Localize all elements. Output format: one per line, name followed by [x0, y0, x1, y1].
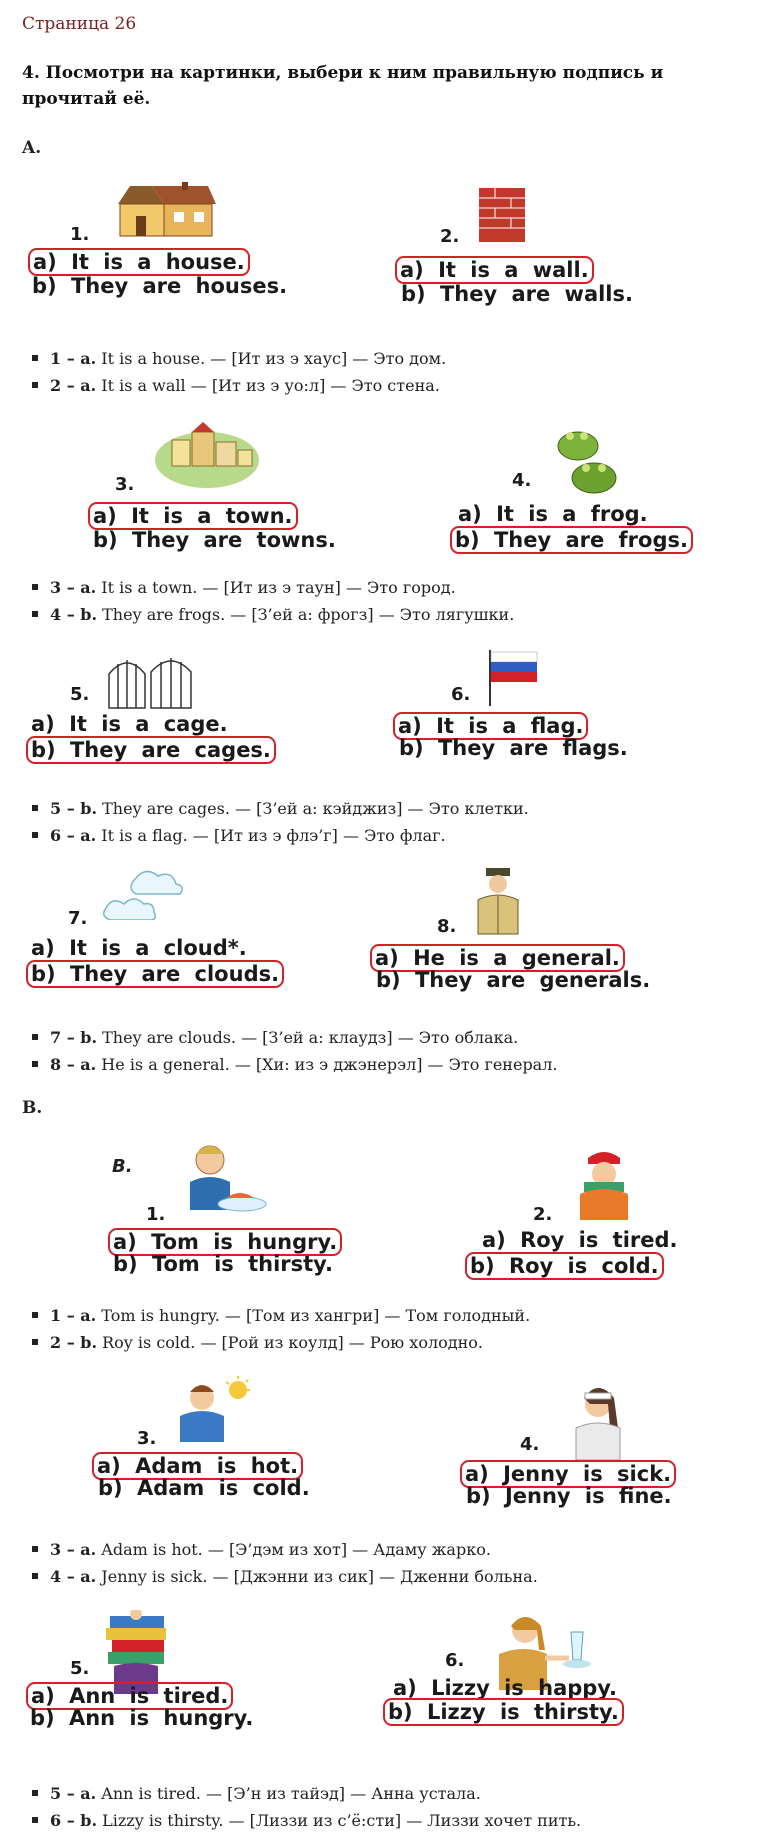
page-label: Страница 26 — [22, 14, 137, 34]
answer-item: 3 – a. Adam is hot. — [Э’дэм из хот] — Адаму жарко. — [22, 1536, 538, 1563]
exercise-a7 — [26, 906, 366, 986]
exercise-b4 — [460, 1430, 770, 1510]
option-b: b) Lizzy is thirsty. — [383, 1698, 624, 1726]
answer-item: 5 – b. They are cages. — [З’ей а: кэйджиз] — Это клетки. — [22, 795, 529, 822]
option-a: a) It is a cloud*. — [31, 936, 247, 960]
option-b: b) They are generals. — [376, 968, 651, 992]
exercise-number: 8. — [437, 916, 457, 937]
answers-b-3 — [22, 1780, 581, 1834]
option-b: b) They are clouds. — [26, 960, 284, 988]
option-b: b) Ann is hungry. — [30, 1706, 254, 1730]
exercise-a1 — [28, 220, 368, 298]
option-b: b) They are frogs. — [450, 526, 693, 554]
answer-item: 3 – a. It is a town. — [Ит из э таун] — Это город. — [22, 574, 514, 601]
answer-item: 2 – a. It is a wall — [Ит из э уо:л] — Это стена. — [22, 372, 446, 399]
exercise-b2 — [465, 1202, 765, 1282]
option-b: b) Roy is cold. — [465, 1252, 664, 1280]
option-a: a) Ann is tired. — [26, 1682, 233, 1710]
answer-item: 6 – b. Lizzy is thirsty. — [Лиззи из с’ё:сти] — Лиззи хочет пить. — [22, 1807, 581, 1834]
exercise-number: 1. — [146, 1204, 166, 1225]
option-a: a) Roy is tired. — [482, 1228, 678, 1252]
exercise-number: 5. — [70, 684, 90, 705]
answer-item: 6 – a. It is a flag. — [Ит из э флэ’г] — Это флаг. — [22, 822, 529, 849]
exercise-number: 3. — [137, 1428, 157, 1449]
exercise-number: 6. — [445, 1650, 465, 1671]
exercise-number: 2. — [440, 226, 460, 247]
answer-item: 2 – b. Roy is cold. — [Рой из коулд] — Рою холодно. — [22, 1329, 530, 1356]
option-b: b) They are houses. — [32, 274, 288, 298]
answer-item: 1 – a. Tom is hungry. — [Том из хангри] — Том голодный. — [22, 1302, 530, 1329]
answers-a-4 — [22, 1024, 557, 1078]
exercise-number: 6. — [451, 684, 471, 705]
option-a: a) It is a cage. — [31, 712, 228, 736]
exercise-a4 — [450, 466, 750, 552]
exercise-a5 — [26, 680, 366, 760]
section-b-label: B. — [22, 1098, 43, 1118]
exercise-number: 2. — [533, 1204, 553, 1225]
answer-item: 7 – b. They are clouds. — [З’ей а: клаудз] — Это облака. — [22, 1024, 557, 1051]
exercise-number: 4. — [520, 1434, 540, 1455]
answer-item: 8 – a. He is a general. — [Хи: из э джэнерэл] — Это генерал. — [22, 1051, 557, 1078]
book-section-label: B. — [112, 1156, 133, 1177]
exercise-number: 4. — [512, 470, 532, 491]
exercise-b3 — [92, 1424, 412, 1504]
exercise-number: 7. — [68, 908, 88, 929]
option-b: b) They are flags. — [399, 736, 628, 760]
option-a: a) Jenny is sick. — [460, 1460, 676, 1488]
answer-item: 4 – b. They are frogs. — [З’ей а: фрогз] — Это лягушки. — [22, 601, 514, 628]
option-a: a) It is a wall. — [395, 256, 594, 284]
exercise-b1 — [108, 1202, 428, 1282]
option-b: b) Jenny is fine. — [466, 1484, 672, 1508]
option-a: a) It is a town. — [88, 502, 298, 530]
answer-item: 1 – a. It is a house. — [Ит из э хаус] — Это дом. — [22, 345, 446, 372]
answer-item: 4 – a. Jenny is sick. — [Джэнни из сик] — Дженни больна. — [22, 1563, 538, 1590]
option-a: a) It is a house. — [28, 248, 250, 276]
answers-a-3 — [22, 795, 529, 849]
section-a-label: A. — [22, 138, 42, 158]
option-a: a) Lizzy is happy. — [393, 1676, 618, 1700]
option-a: a) He is a general. — [370, 944, 625, 972]
option-a: a) It is a frog. — [458, 502, 648, 526]
exercise-b5 — [26, 1654, 356, 1734]
task-heading: 4. Посмотри на картинки, выбери к ним правильную подпись и прочитай её. — [22, 63, 664, 109]
exercise-number: 3. — [115, 474, 135, 495]
option-b: b) They are cages. — [26, 736, 276, 764]
exercise-a3 — [88, 470, 388, 550]
answers-b-2 — [22, 1536, 538, 1590]
option-b: b) They are towns. — [93, 528, 336, 552]
exercise-a8 — [370, 912, 730, 992]
exercise-number: 1. — [70, 224, 90, 245]
option-b: b) They are walls. — [401, 282, 633, 306]
option-b: b) Tom is thirsty. — [113, 1252, 333, 1276]
exercise-a2 — [395, 222, 735, 306]
answers-a-1 — [22, 345, 446, 399]
answers-b-1 — [22, 1302, 530, 1356]
option-a: a) Adam is hot. — [92, 1452, 303, 1480]
option-a: a) Tom is hungry. — [108, 1228, 342, 1256]
answers-a-2 — [22, 574, 514, 628]
exercise-a6 — [393, 680, 733, 760]
exercise-number: 5. — [70, 1658, 90, 1679]
option-a: a) It is a flag. — [393, 712, 588, 740]
option-b: b) Adam is cold. — [98, 1476, 310, 1500]
answer-item: 5 – a. Ann is tired. — [Э’н из тайэд] — Анна устала. — [22, 1780, 581, 1807]
exercise-b6 — [383, 1646, 723, 1726]
